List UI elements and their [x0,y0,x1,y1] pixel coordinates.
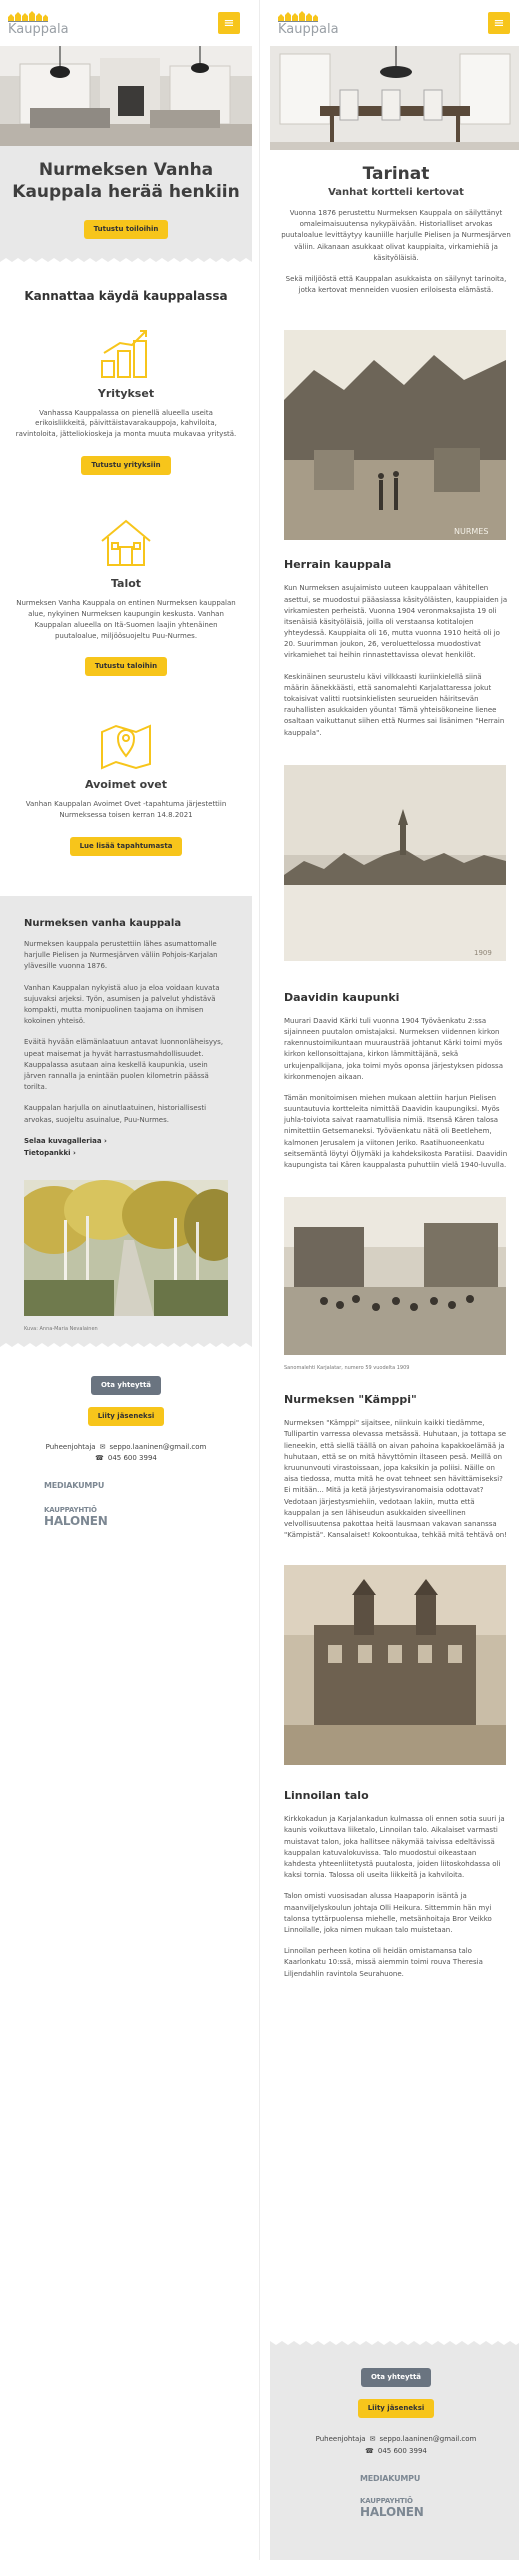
gallery-link[interactable]: Selaa kuvagalleriaa › [24,1136,107,1145]
photo-caption: Sanomalehti Karjalatar, numero 59 vuodelta 1909 [284,1365,410,1372]
story-herrain-kauppala [270,330,519,738]
contact-button[interactable]: Ota yhteyttä [91,1376,161,1395]
story-linnoilan-talo [270,1789,519,1979]
birch-photo [24,1180,228,1332]
contact-button[interactable]: Ota yhteyttä [361,2368,431,2387]
zigzag-divider [0,258,252,266]
intro-paragraph: Sekä miljööstä että Kauppalan asukkaista on säilynyt tarinoita, jotka kertovat menneiden vuosien eriloisesta elämästä. [285,274,507,295]
story-paragraph: Talon omisti vuosisadan alussa Haapaporin isäntä ja maanviljelyskoulun johtaja Olli Heikura. Sittemmin hän myi talonsa tyttärpuolensa miehelle, metsänhoitaja Bror Veikko Linnoilalle, joka nimen mukaan talo muistetaan. [284,1892,492,1934]
zigzag-divider [0,1343,252,1351]
left-column [0,0,252,2560]
photo-caption: Kuva: Anna-Maria Nevalainen [24,1325,98,1332]
phone-icon: ☎ [365,2446,374,2455]
story-title: Daavidin kaupunki [284,990,400,1004]
sponsor-halonen-line1: KAUPPAYHTIÖ [44,1506,97,1515]
birch-road-image [24,1180,228,1316]
sponsor-halonen-line2: HALONEN [44,1514,108,1529]
feature-text: Vanhassa Kauppalassa on pienellä alueella useita erikoisliikkeitä, päivittäistavarakauppoja, kahviloita, ravintoloita, jätteliokioskeja ja monta muuta mukavaa yritystä. [15,408,237,439]
sponsor-mediakumpu[interactable]: MEDIAKUMPU [360,2473,421,2483]
story-title: Linnoilan talo [284,1789,369,1803]
story-title: Herrain kauppala [284,558,392,572]
logo[interactable] [8,10,69,36]
photo-label: NURMES [454,527,489,537]
sponsor-halonen-line2: HALONEN [360,2504,424,2519]
kauppala-logo-icon [8,10,48,22]
hero-title: Nurmeksen Vanha Kauppala herää henkiin [12,160,240,202]
feature-yritykset [0,327,252,476]
role-label: Puheenjohtaja [315,2435,366,2443]
story-paragraph: Nurmeksen kauppala perustettiin lähes asumattomalle harjulle Pielisen ja Nurmesjärven väliin Pohjois-Karjalan ylävesille vuonna 1876. [24,940,218,971]
story-paragraph: Kun Nurmeksen asujaimisto uuteen kauppalaan vähitellen asettui, se muodostui pääasiassa käsityöläisten, kauppiaiden ja virkamiesten perheistä. Vuonna 1904 veronmaksajista 19 oli itsenäisiä käsityöläisiä, joilla oli verstaansa kotitalojen yhteydessä. Kauppiaita oli 16, mutta vuonna 1910 heitä oli jo 20. Suurimman joukon, 26, veroluettelossa muodostivat virkamiehet tai heihin rinnastettavissa olevat henkilöt. [284,584,508,660]
email-link[interactable]: seppo.laaninen@gmail.com [379,2435,477,2443]
feature-title: Yritykset [97,386,155,400]
feature-title: Talot [110,577,142,591]
story-paragraph: Tämän monitoimisen miehen mukaan alettiin harjun Pielisen suuntautuvia kortteleita nimittää Daavidin kaupungiksi. Myös juhla-toiviota saivat raamatullisia nimiä. Itsensä Kären talosa nimitettiin Getsemaneksi. Työväenkatu nätä oli Beetlehem, kalmonen Jerusalem ja viitonen Jeriko. Raatihuoneenkatu seitsemäntä löytyi Öljymäki ja kahdeksikosta Paratiisi. Daavidin kaupungista tai Kären kauppalasta puhuttiin vielä 1940-luvulla. [284,1093,508,1169]
sponsor-halonen-line1: KAUPPAYHTIÖ [360,2496,413,2505]
story-title: Nurmeksen vanha kauppala [24,918,182,930]
right-column [270,0,519,2560]
hamburger-icon: ≡ [493,15,505,31]
story-paragraph: Linnoilan perheen kotina oli heidän omistamansa talo Kaarlonkatu 10:ssä, missä aiemmin toimi rouva Theresia Liljendahlin ravintola Seurahuone. [284,1947,483,1978]
story-paragraph: Kauppalan harjulla on ainutlaatuinen, historiallisesti arvokas, suojeltu asuinalue, Puu-Nurmes. [24,1104,207,1124]
winter-town-photo [284,765,506,961]
join-button[interactable]: Liity jäseneksi [358,2399,435,2418]
phone-link[interactable]: 045 600 3994 [377,2446,427,2455]
feature-text: Nurmeksen Vanha Kauppala on entinen Nurmeksen kauppalan alue, nykyinen Nurmeksen kaupungin keskusta. Vanhan Kauppalan alueella on Itä-Suomen laajin yhtenäinen puutaloalue, miljöösuojeltu Puu-Nurmes. [16,599,236,640]
story-paragraph: Eväitä hyvään elämänlaatuun antavat luonnonläheisyys, upeat maisemat ja hyvät harrastusmahdollisuudet. Kauppalassa asutaan aina keskellä kaupunkia, usein järven rannalla ja enintään puolen kilometrin päässä torilta. [24,1038,224,1092]
envelope-icon: ✉ [99,1442,106,1451]
story-paragraph: Nurmeksen "Kämppi" sijaitsee, niinkuin kaikki tiedämme, Tullipartin varressa olevassa metsässä. Huhutaan, ja tottapa se lieneekin, että siellä täällä on aivan pahoina kapakkoelämää ja huhutaan, että se on mitä hävyttömin iltaseen pesä. Meillä on kruununvouti virastoissaan, jopa kaksikin ja poliisi. Näille on aisa tiedossa, mutta mitä he ovat tehneet sen hävittämiseksi? Ei mitään... Mitä ja ketä järjestysviranomaisia odottavat? Vedotaan järjestysmiehiin, vedotaan lakiin, mutta että kauppalan ja sen lähiseudun asukkaiden siveellinen velvollisuutensa pakottaa heitä lausmaan vakavan sananssa "Kämpistä". Kansalaiset! Kokoontukaa, tehkää mitä tehtävä on! [284,1419,507,1540]
story-paragraph: Muurari Daavid Kärki tuli vuonna 1904 Työväenkatu 2:ssa sijainneen puutalon omistajaksi. Nurmeksen viidennen kirkon rakennustoimikuntaan muurausträä johtanut Kärki toimi myös kirkon kellonsoittajana, kirkon lämmittäjänä, sekä urkujenpalkijana, joka toimi myös oponsa järjestyksen pidossa kirkonmenojen aikaan. [284,1016,503,1081]
story-section [0,896,252,1349]
menu-button[interactable] [488,12,510,34]
envelope-icon: ✉ [369,2435,376,2443]
stories-title: Tarinat [362,164,430,184]
sponsor-logos [270,2474,519,2519]
interior-photo-image [0,46,252,146]
dining-room-image [270,46,519,150]
linnoila-house-photo [284,1565,506,1765]
contact-phone-line [0,1453,252,1465]
crowd-market-photo [284,1197,506,1355]
header [0,0,252,46]
kauppala-logo-icon [278,10,318,22]
logo-text: Kauppala [8,22,69,37]
contact-email-line [0,1442,252,1454]
email-link[interactable]: seppo.laaninen@gmail.com [109,1442,207,1451]
intro-paragraph: Vuonna 1876 perustettu Nurmeksen Kauppala on säilyttänyt omaleimaisuutensa nykypäivään. Historialliset arvokas puutaloalue levittäytyy kauniille harjulle Pielisen ja Nurmesjärven väliin. Aikanaan asukkaat olivat kauppiaita, virkamiehiä ja käsityöläisiä. [281,209,511,262]
story-paragraph: Keskinäinen seurustelu kävi vilkkaasti kuriinkielellä siinä määrin äänekkäästi, että sanomalehti Karjalattaressa jokut tokaisivat valitti ruotsinkielisten seurueiden häiritsevän rauhallisten asukkaiden yöunta! Tämä yhteisökoneine lienee osaltaan vaikuttanut siihen että Nurmes sai lisänimen "Herrain kauppala". [284,672,505,737]
contact-phone-line [270,2446,519,2458]
phone-icon: ☎ [95,1454,104,1463]
phone-link[interactable]: 045 600 3994 [107,1454,157,1463]
stories-subtitle: Vanhat kortteli kertovat [328,187,464,198]
feature-talot [0,517,252,676]
hero-photo [0,46,252,146]
historic-street-photo [284,330,506,540]
footer-area [270,2338,519,2560]
hero-photo [270,46,519,150]
logo[interactable] [278,10,339,36]
header [270,0,519,46]
logo-text: Kauppala [278,22,339,37]
sponsor-logos [0,1481,252,1528]
story-title: Nurmeksen "Kämppi" [284,1393,417,1407]
photo-label: 1909 [474,948,492,957]
feature-button[interactable]: Tutustu yrityksiin [81,456,170,475]
hero-banner [0,146,252,265]
footer [0,1372,252,1529]
menu-button[interactable] [218,12,240,34]
house-icon [98,517,154,569]
stories-intro [270,164,519,296]
sponsor-halonen[interactable] [360,2497,519,2519]
sponsor-halonen[interactable] [44,1506,252,1528]
feature-text: Vanhan Kauppalan Avoimet Ovet -tapahtuma järjestettiin Nurmeksessa toisen kerran 14.8.2021 [25,800,227,820]
feature-button[interactable]: Tutustu taloihin [85,657,167,676]
knowledge-link[interactable]: Tietopankki › [24,1148,76,1157]
feature-title: Avoimet ovet [84,778,168,792]
footer [270,2364,519,2519]
hamburger-icon: ≡ [223,15,235,31]
story-paragraph: Kirkkokadun ja Karjalankadun kulmassa oli ennen sotia suuri ja kaunis voikuttava liiketalo, Linnoilan talo. Aikalaiset varmasti muistavat talon, joka hallitsee näkymää taivissa edeltävissä kauppalan katuvalokuvissa. Talo muodostui oikeastaan kahdesta yhteenliitetystä puutalosta, joiden liitoskohdassa oli kaksi tornia. Talossa oli useita liikkeitä ja kahviloita. [284,1815,505,1880]
zigzag-divider [270,2337,519,2345]
map-pin-icon [98,718,154,770]
column-separator [259,0,260,2560]
feature-button[interactable]: Lue lisää tapahtumasta [70,837,183,856]
podium-chart-icon [98,327,154,379]
join-button[interactable]: Liity jäseneksi [88,1407,165,1426]
feature-avoimet-ovet [0,718,252,856]
story-paragraph: Vanhan Kauppalan nykyistä aluo ja eloa voidaan kuvata sujuvaksi arjeksi. Työn, asumisen ja palvelut yhdistävä kompakti, mutta monipuolinen taajama on ihmisen kokoinen yhteisö. [24,983,220,1026]
role-label: Puheenjohtaja [45,1442,96,1451]
story-daavidin-kaupunki [270,765,519,1371]
section-title: Kannattaa käydä kauppalassa [24,288,228,303]
contact-email-line [270,2434,519,2446]
story-links [24,1136,228,1160]
sponsor-mediakumpu[interactable]: MEDIAKUMPU [44,1481,105,1491]
hero-button[interactable]: Tutustu toiloihin [84,220,169,239]
story-kamppi [270,1393,519,1769]
